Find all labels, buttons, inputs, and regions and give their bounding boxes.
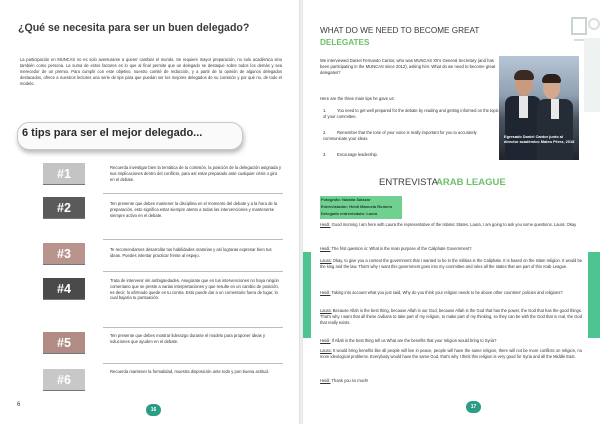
dialogue-text: Taking into account what you just said, Why do you think your religion needs to be above other countries' policies and religions? (331, 290, 563, 295)
tip-divider (103, 239, 283, 240)
tip-divider (103, 193, 283, 194)
person-hair (514, 70, 534, 80)
dialogue-text: The first question is: What is the main purpose of the Caliphate Government? (331, 246, 472, 251)
tip-text: Recuerda investigar bien la temática de tu comisión, la posición de la delegación asignada y sus implicaciones dentro del conflicto, para así estar preparado ante cualquier crisis o giro en el debate. (110, 165, 282, 182)
tip-number-badge: #6 (43, 369, 85, 391)
decorative-strip (303, 252, 311, 338)
speaker-name: Laura: (320, 348, 332, 353)
tip-text: Te recomendamos desarrollar tus habilidades oratorias y así lograras expresar bien tus ideas. Puedes intentar practicar frente al espejo. (110, 247, 272, 258)
right-page (303, 0, 600, 424)
dialogue-line (320, 222, 582, 228)
credit-photographer: Fotógrafo: Natalia Salazar (321, 197, 371, 202)
dialogue-line (320, 338, 582, 344)
tips-heading: 6 tips para ser el mejor delegado... (22, 127, 203, 139)
shirt (519, 96, 528, 118)
tip-divider (103, 327, 283, 328)
speaker-name: Laura: (320, 258, 332, 263)
tip-item (323, 108, 499, 120)
photo-caption: Egresado Daniel Cantor junto al director académico Mateo Pérez, 2018 (504, 134, 575, 144)
dialogue-text: Good morning I am here with Laura the representative of the Islamic States. Laura, I am going to ask you some questions. Laura: Okay (331, 222, 577, 227)
speaker-name: Laura: (320, 308, 332, 313)
intro-paragraph: La participación en MUNCAS no es solo aventurarse a querer cambiar el mundo. Se requiere mayor preparación, no solo académica sino también como persona. La suma de estos factores es lo que al final permite que un delegado se destaque sobre todos los demás y sea merecedor de un premio. Para cumplir con este objetivo, nuestro comité de redacción, y a partir de la opinión de algunos delegados destacados, ofrece a nuestros lectores una serie de tips para que puedan ser los mejores delegados de su comisión y por qué no, de todo el modelo. (20, 57, 282, 86)
dialogue-line (320, 378, 582, 384)
tip-divider (103, 271, 283, 272)
section-title: WHAT DO WE NEED TO BECOME GREAT (320, 26, 480, 35)
shirt (551, 99, 559, 119)
credit-interviewer: Entrevistador: Heidi Manuela Romero (321, 204, 393, 209)
decorative-strip (588, 252, 600, 338)
page-badge: 17 (466, 401, 481, 413)
photo (499, 56, 579, 160)
tip-divider (103, 363, 283, 364)
speaker-name: Heidi: (320, 378, 331, 383)
tip-number-badge: #3 (43, 243, 85, 265)
dialogue-text: Because Allah is the best thing, because Allah is our God, because Allah is the God that has the power, the God that has the good things. That's why I want that all these civilians to take part of my religion, to make part of my thinking, so they can be with the God that is real, the God that really exists. (320, 308, 582, 325)
dialogue-line (320, 246, 582, 252)
person-hair (542, 74, 561, 83)
dialogue-line (320, 348, 582, 360)
tip-text: Ten presente que debes mostrar liderazgo durante el modelo para proponer ideas y soluciones que ayuden en el debate. (110, 333, 266, 344)
section-title-highlight: DELEGATES (320, 38, 370, 47)
tip-number-badge: #1 (43, 163, 85, 185)
dialogue-line (320, 308, 582, 326)
tips-intro: Here are the three main tips he gave us: (320, 96, 395, 101)
tip-text: You need to get well prepared for the debate by reading and getting informed on the topic of your committee. (323, 108, 499, 119)
dialogue-line (320, 290, 582, 296)
tip-text: Encourage leadership. (337, 152, 378, 157)
decorative-band (584, 38, 600, 112)
tip-number: 2. (323, 130, 327, 135)
tip-number-badge: #4 (43, 278, 85, 300)
tip-text: Trata de intervenir sin ambigüedades. Asegúrate que en tus intervenciones no haya ningún comentario que se preste a varias interpretaciones y que resulte en un cambio de posición, es decir, lo afirmado quede en tu contra. Esto puede dar a un comentario fuera de lugar, lo cual bajaría tu puntuación. (110, 278, 279, 301)
speaker-name: Heidi: (320, 338, 331, 343)
speaker-name: Heidi: (320, 222, 331, 227)
interview-title-highlight: ARAB LEAGUE (436, 177, 506, 188)
tip-number: 1. (323, 108, 327, 113)
dialogue-line (320, 258, 582, 270)
tip-text: Remember that the tone of your voice is really important for you to accurately communicate your ideas. (323, 130, 477, 141)
page-number: 6 (17, 402, 21, 408)
tip-number-badge: #5 (43, 332, 85, 354)
intro-paragraph: We interviewed Daniel Fernando Cantor, who was MUNCAS XII's General Secretary (and has been participating in the MUNCAS since 2012), asking him: What do we need to become great delegates? (320, 58, 496, 75)
speaker-name: Heidi: (320, 246, 331, 251)
tip-text: Ten presente que debes mantener la disciplina en el momento del debate y a la hora de la preparación, esto significa estar siempre atento a todas las intervenciones y mantenerse siempre activo en el debate. (110, 201, 278, 218)
tip-number: 3. (323, 152, 327, 157)
speaker-name: Heidi: (320, 290, 331, 295)
page-title: ¿Qué se necesita para ser un buen delegado? (18, 22, 250, 34)
tip-item (323, 130, 499, 142)
dialogue-text: Thank you so much! (331, 378, 369, 383)
tip-item (323, 152, 499, 158)
dialogue-text: It would bring benefits like all people will live in peace, people will have the same religion, there will not be more conflicts on religion, no more ideological problems. Everybody would have the same God, that's why I think this religion is very good for Syria and all the Middle East. (320, 348, 582, 359)
interview-title: ENTREVISTA (379, 177, 438, 188)
tip-text: Recuerda mantener la formalidad, muestra disposición ante todo y pon buena actitud. (110, 369, 269, 374)
page-badge: 16 (146, 404, 161, 416)
dialogue-text: Okay, to give you a context the government that I wanted to be in the militias is the Caliphate. It is based on the Islam religion. It would be the king and the law. That's why I want this government goes into my committee and rules all the states that are part of this Arab League. (320, 258, 582, 269)
tip-number-badge: #2 (43, 197, 85, 219)
credit-delegate: Delegado entrevistado: Laura (321, 211, 378, 216)
dialogue-text: If Allah is the best thing tell us What are the benefits that your religion would bring to Syria? (331, 338, 497, 343)
